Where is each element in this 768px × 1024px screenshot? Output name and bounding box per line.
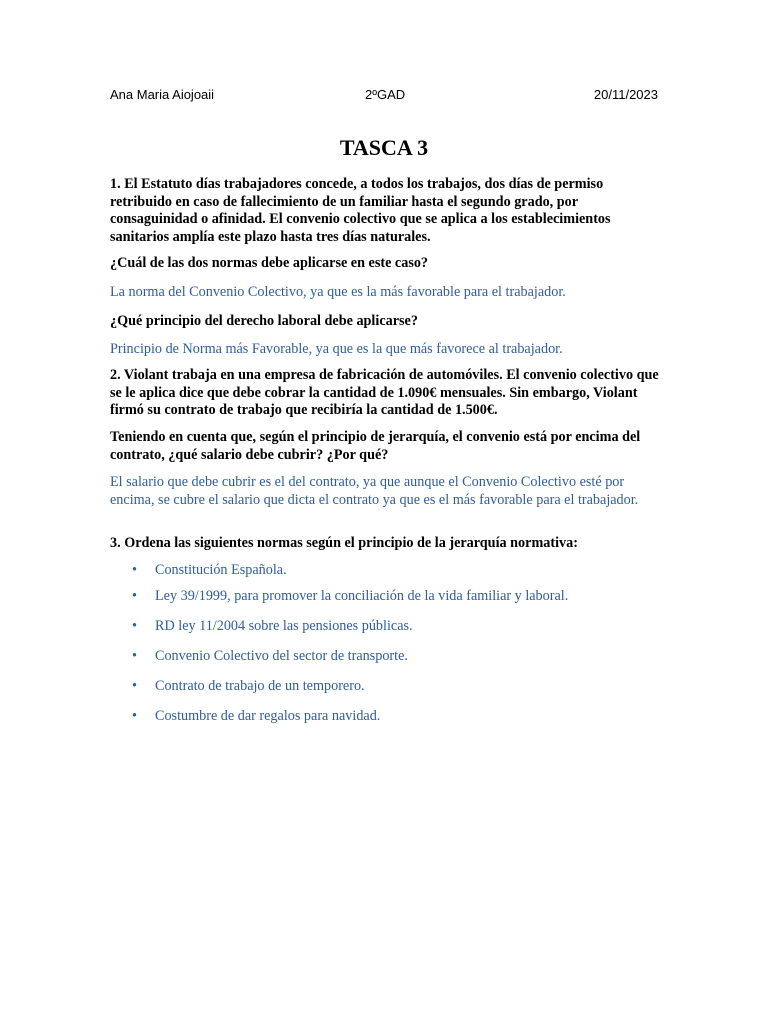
answer-1a: La norma del Convenio Colectivo, ya que es la más favorable para el trabajador. [110,284,566,300]
class-group: 2ºGAD [365,87,406,102]
bullet-icon: • [132,708,137,724]
page-title: TASCA 3 [339,135,429,160]
bullet-icon: • [132,562,137,578]
list-item-text: Ley 39/1999, para promover la conciliación de la vida familiar y laboral. [155,588,569,604]
list-item-text: Contrato de trabajo de un temporero. [155,678,365,694]
question-3-statement: 3. Ordena las siguientes normas según el principio de la jerarquía normativa: [110,535,578,551]
answer-2: El salario que debe cubrir es el del contrato, ya que aunque el Convenio Colectivo esté por encima, se cubre el salario que dicta el contrato ya que es el más favorable para el trabajador. [110,474,639,508]
bullet-icon: • [132,618,137,634]
bullet-icon: • [132,678,137,694]
list-item-text: Costumbre de dar regalos para navidad. [155,708,381,724]
question-1-statement: 1. El Estatuto días trabajadores concede, a todos los trabajos, dos días de permiso retribuido en caso de fallecimiento de un familiar hasta el segundo grado, por consaguinidad o afinidad. El convenio colectivo que se aplica a los establecimientos sanitarios amplía este plazo hasta tres días naturales. [110,176,611,245]
student-name: Ana Maria Aiojoaii [110,87,215,102]
bullet-icon: • [132,588,137,604]
answer-1b: Principio de Norma más Favorable, ya que es la que más favorece al trabajador. [110,341,563,357]
question-1b: ¿Qué principio del derecho laboral debe aplicarse? [110,313,418,329]
list-item-text: Constitución Española. [155,562,287,578]
question-2-statement: 2. Violant trabaja en una empresa de fabricación de automóviles. El convenio colectivo que se le aplica dice que debe cobrar la cantidad de 1.090€ mensuales. Sin embargo, Violant firmó su contrato de trabajo que recibiría la cantidad de 1.500€. [110,367,659,418]
document-date: 20/11/2023 [593,87,658,102]
list-item-text: Convenio Colectivo del sector de transporte. [155,648,408,664]
document-header [110,87,658,105]
question-1a: ¿Cuál de las dos normas debe aplicarse en este caso? [110,255,429,271]
question-2: Teniendo en cuenta que, según el principio de jerarquía, el convenio está por encima del contrato, ¿qué salario debe cubrir? ¿Por qué? [110,429,641,463]
list-item-text: RD ley 11/2004 sobre las pensiones públicas. [155,618,413,634]
bullet-icon: • [132,648,137,664]
